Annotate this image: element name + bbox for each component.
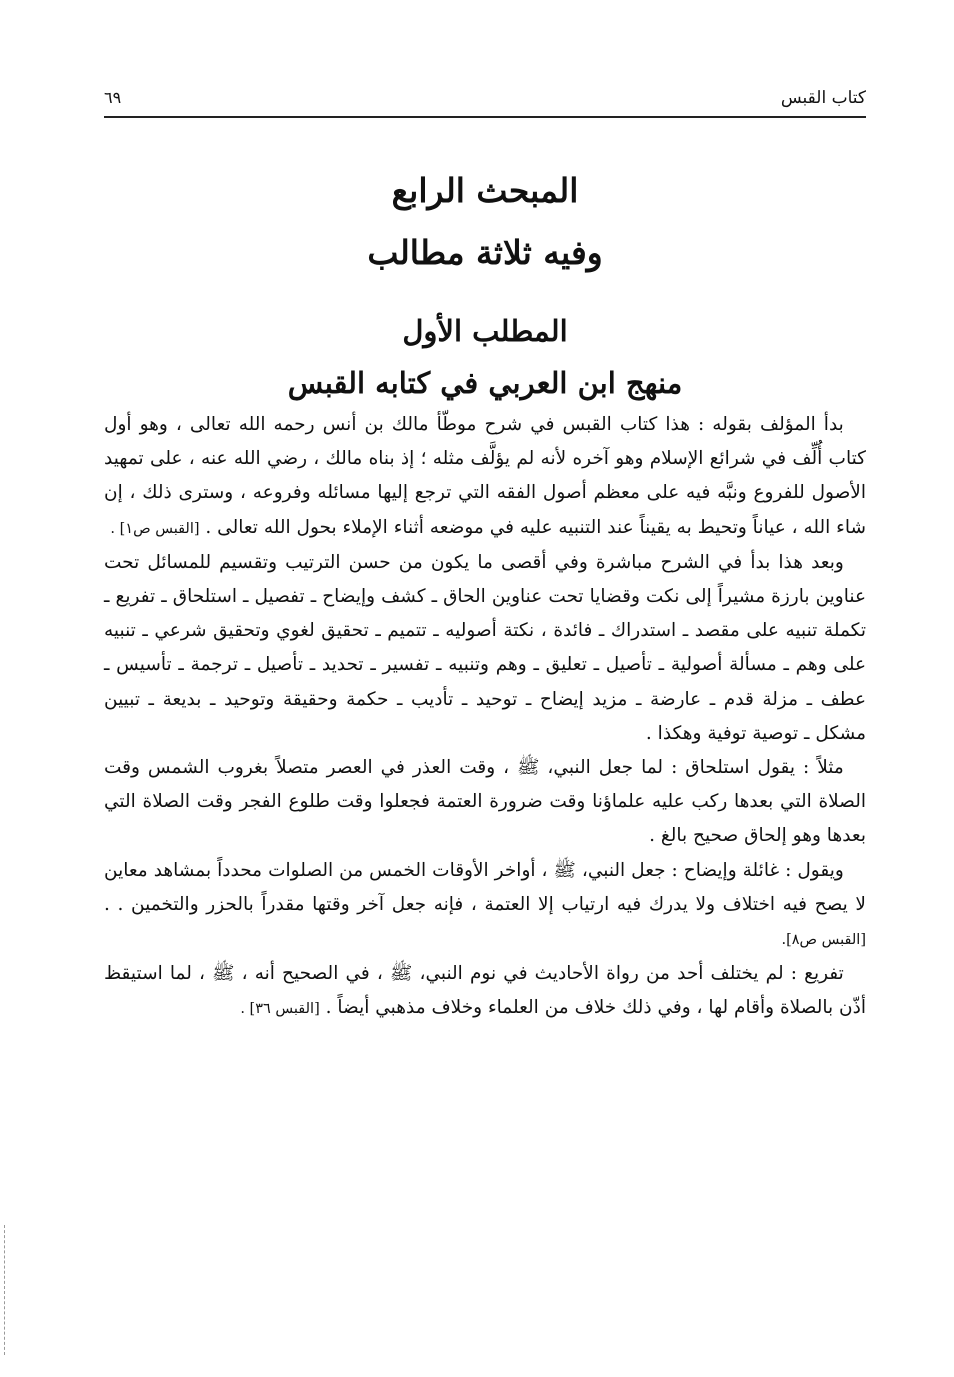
- subsection-subtitle: منهج ابن العربي في كتابه القبس: [287, 366, 683, 400]
- paragraph-text: تفريع : لم يختلف أحد من رواة الأحاديث في نوم النبي، ﷺ ، في الصحيح أنه ، ﷺ ، لما استيقظ أذّن بالصلاة وأقام لها ، وفي ذلك خلاف من العلماء وخلاف مذهبي أيضاً .: [104, 963, 866, 1019]
- scan-edge-marks: [4, 1225, 7, 1355]
- subsection-heading: [104, 305, 866, 409]
- paragraph-4: [104, 854, 866, 958]
- section-subtitle: وفيه ثلاثة مطالب: [367, 233, 603, 272]
- page-header: [104, 80, 866, 118]
- paragraph-2: [104, 546, 866, 751]
- paragraph-text: وبعد هذا بدأ في الشرح مباشرة وفي أقصى ما يكون من حسن الترتيب وتقسيم للمسائل تحت عناوين بارزة مشيراً إلى نكت وقضايا تحت عناوين الحاق ـ كشف وإيضاح ـ تفصيل ـ استلحاق ـ تفريع ـ تكملة تنبيه على مقصد ـ استدراك ـ فائدة ، نكتة أصوليه ـ تتميم ـ تحقيق لغوي وتحقيق شرعي ـ تنبيه على وهم ـ مسألة أصولية ـ تأصيل ـ تعليق ـ وهم وتنبيه ـ تفسير ـ تحديد ـ تأصيل ـ ترجمة ـ تأسيس ـ عطف ـ مزلة قدم ـ عارضة ـ مزيد إيضاح ـ توحيد ـ تأديب ـ حكمة وحقيقة وتوحيد ـ بديعة ـ تبيين مشكل ـ توصية توفية وهكذا .: [104, 551, 866, 744]
- paragraph-3: [104, 751, 866, 854]
- citation: [القبس ص٨].: [781, 932, 866, 949]
- subsection-title: المطلب الأول: [402, 314, 568, 348]
- paragraph-text: مثلاً : يقول استلحاق : لما جعل النبي، ﷺ ، وقت العذر في العصر متصلاً بغروب الشمس وقت الصلاة التي بعدها ركب عليه علماؤنا وقت ضرورة العتمة فجعلوا وقت طلوع الفجر وقت الصلاة التي بعدها وهو إلحاق صحيح بالغ .: [104, 757, 866, 847]
- paragraph-1: [104, 408, 866, 546]
- section-title: المبحث الرابع: [391, 171, 579, 210]
- paragraph-text: بدأ المؤلف بقوله : هذا كتاب القبس في شرح موطّأ مالك بن أنس رحمه الله تعالى ، وهو أول كتاب أُلِّف في شرائع الإسلام وهو آخره لأنه لم يؤلَّف مثله ؛ إذ بناه مالك ، رضي الله عنه ، على تمهيد الأصول للفروع ونبَّه فيه على معظم أصول الفقه التي ترجع إليها مسائله وفروعه ، وسترى ذلك ، إن شاء الله ، عياناً وتحيط به يقيناً عند التنبيه عليه في موضعه أثناء الإملاء بحول الله تعالى .: [104, 414, 866, 538]
- citation: [القبس ص١] .: [110, 520, 200, 537]
- page-number: ٦٩: [104, 88, 122, 107]
- paragraph-text: ويقول : غائلة وإيضاح : جعل النبي، ﷺ ، أواخر الأوقات الخمس من الصلوات محدداً بمشاهد معاين لا يصح فيه اختلاف ولا يدرك فيه ارتياب إلا العتمة ، فإنه جعل آخر وقتها مقدراً بالحزر والتخمين . .: [104, 859, 866, 915]
- running-title: كتاب القبس: [780, 88, 866, 108]
- body-text: [104, 408, 866, 1027]
- paragraph-5: [104, 957, 866, 1026]
- citation: [القبس ٣٦] .: [240, 1001, 320, 1018]
- section-heading: [104, 160, 866, 284]
